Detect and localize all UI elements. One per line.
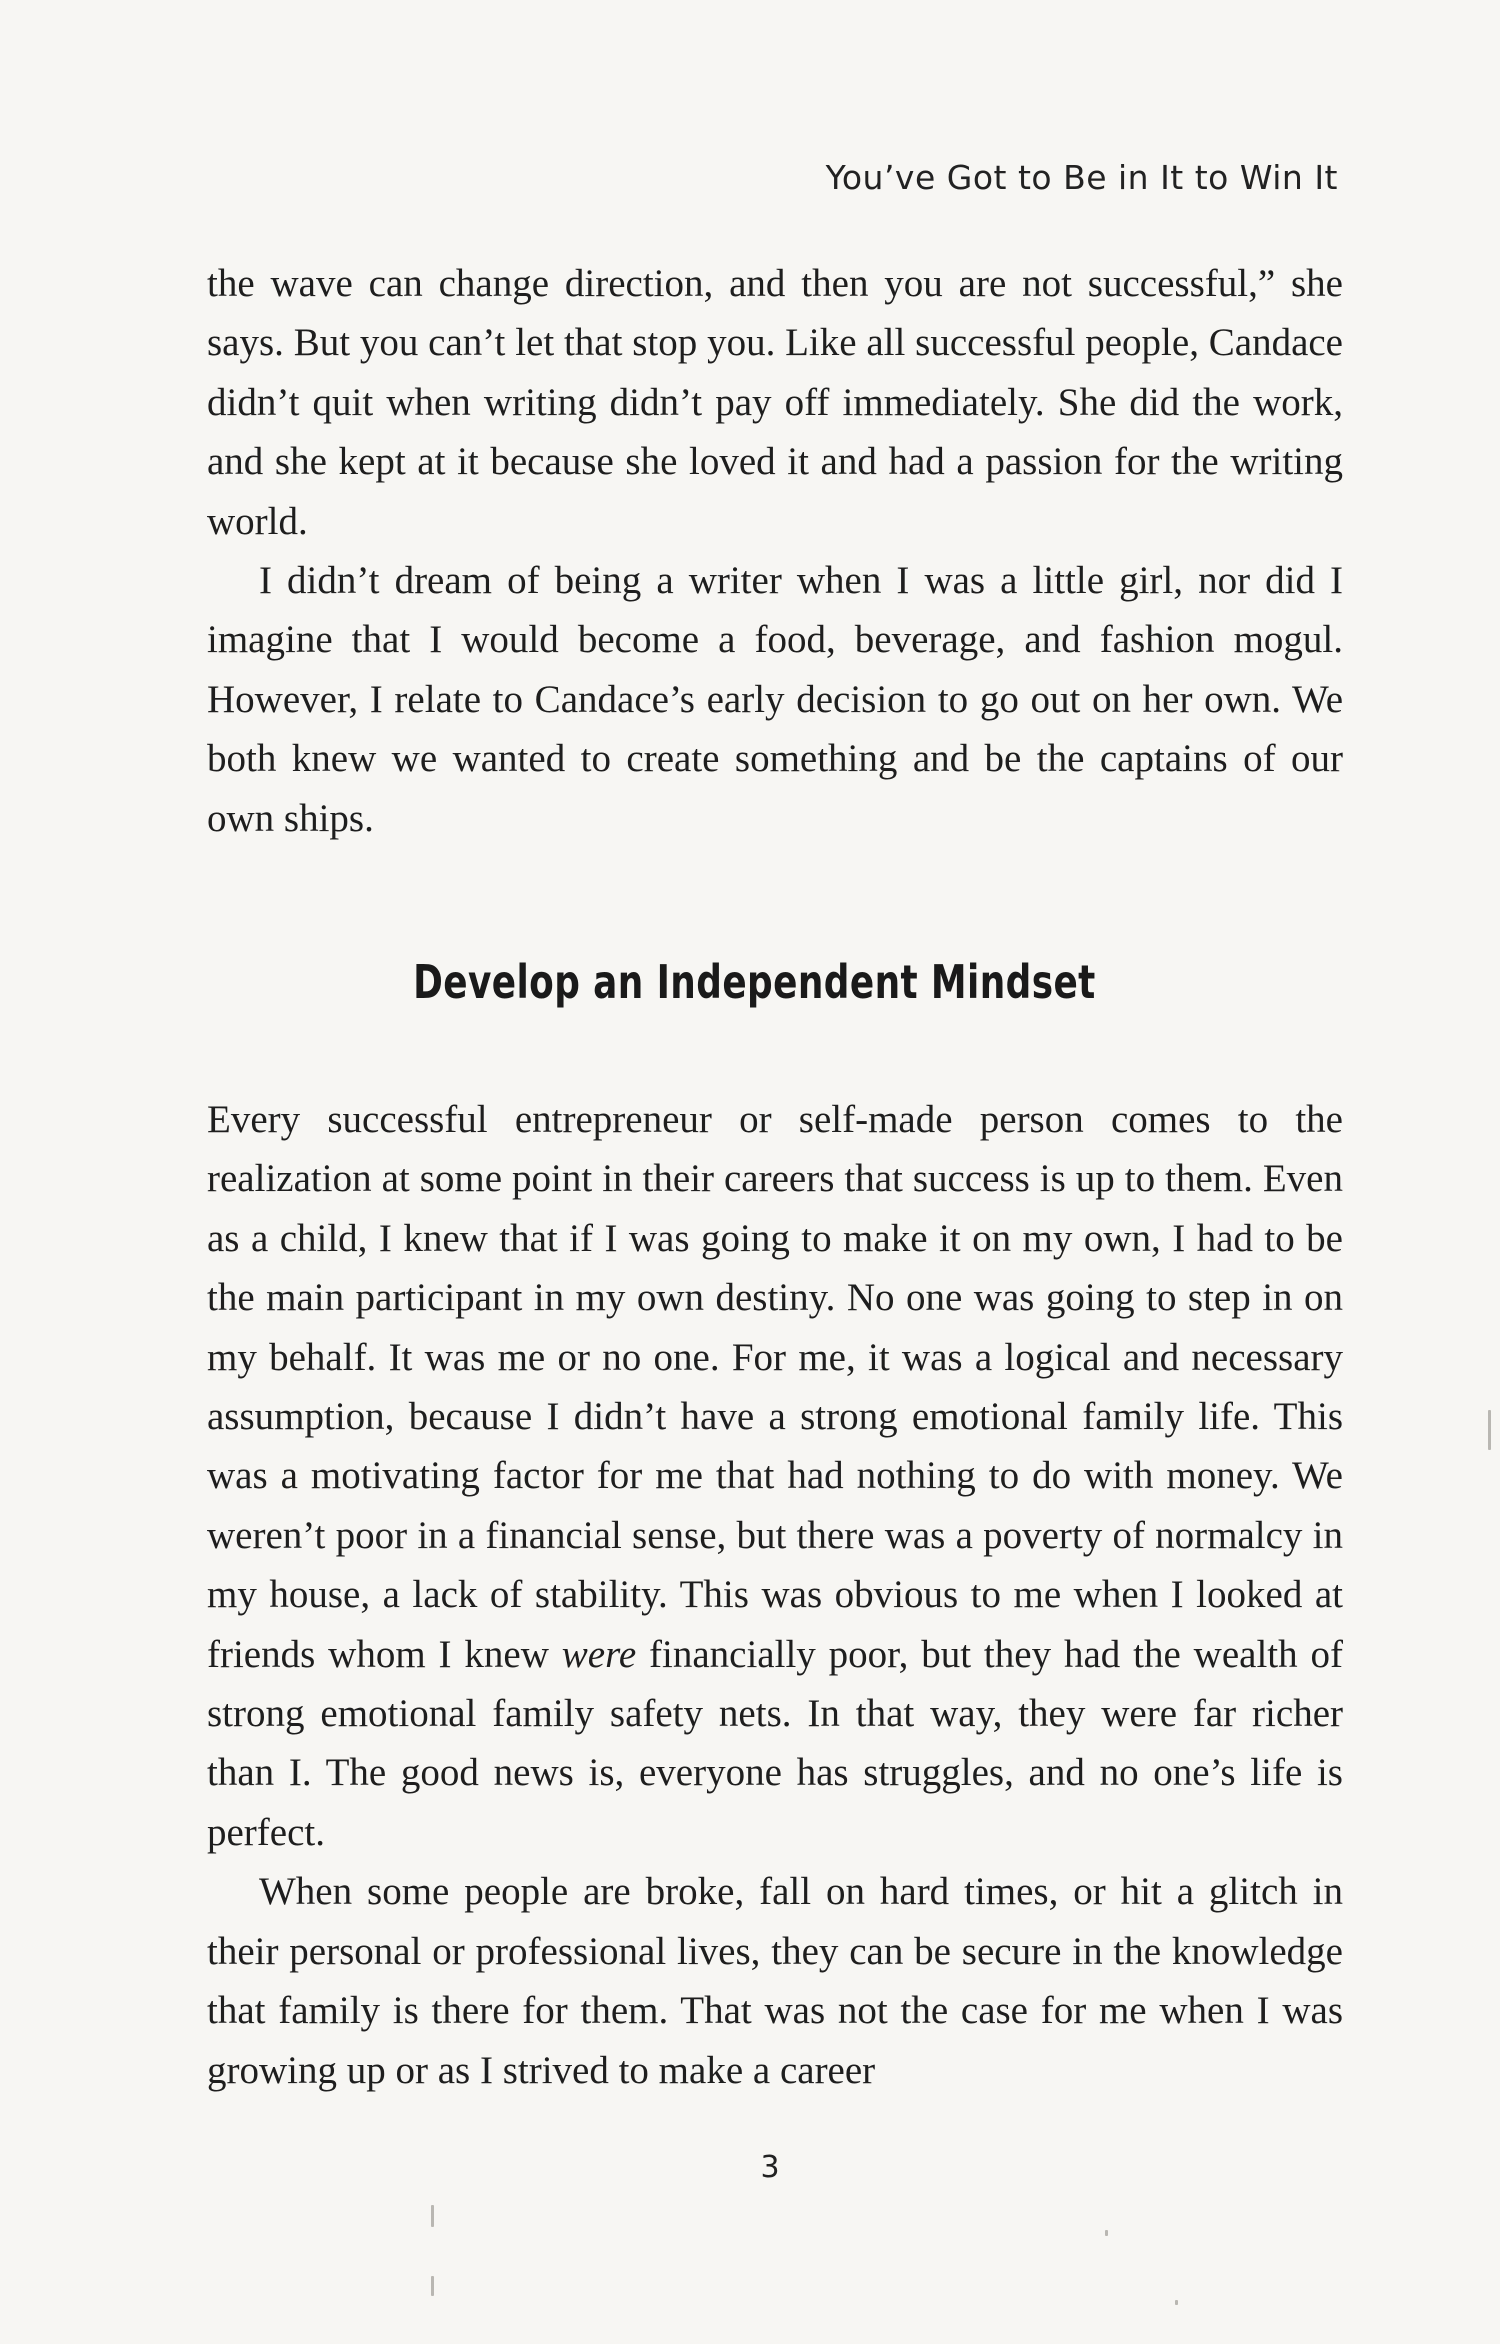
section-heading: Develop an Independent Mindset <box>413 955 1096 1009</box>
scan-speck <box>1488 1410 1491 1450</box>
paragraph: I didn’t dream of being a writer when I was a little girl, nor did I imagine that I would become a food, beverage, and fashion mogul. However, I relate to Candace’s early decision to go out on her own. We both knew we wanted to create something and be the captains of our own ships. <box>207 559 1343 840</box>
paragraph-continuation: the wave can change direction, and then you are not successful,” she says. But you can’t let that stop you. Like all successful people, Candace didn’t quit when writing didn’t pay off immediately. She did the work, and she kept at it because she loved it and had a passion for the writing world. <box>207 262 1343 543</box>
paragraph <box>207 1090 1343 1862</box>
body-text-section <box>207 1090 1343 2100</box>
page-number: 3 <box>760 2150 780 2185</box>
emphasis-text: were <box>561 1632 637 1676</box>
paragraph-text: financially poor, but they had the wealth of strong emotional family safety nets. In that way, they were far richer than I. The good news is, everyone has struggles, and no one’s life is perfect. <box>207 1632 1343 1854</box>
paragraph: When some people are broke, fall on hard times, or hit a glitch in their personal or professional lives, they can be secure in the knowledge that family is there for them. That was not the case for me when I was growing up or as I strived to make a career <box>207 1870 1343 2092</box>
scan-speck <box>431 2205 434 2227</box>
body-text-top <box>207 254 1343 848</box>
paragraph-text: Every successful entrepreneur or self-made person comes to the realization at some point in their careers that success is up to them. Even as a child, I knew that if I was going to make it on my own, I had to be the main participant in my own destiny. No one was going to step in on my behalf. It was me or no one. For me, it was a logical and necessary assumption, because I didn’t have a strong emotional family life. This was a motivating factor for me that had nothing to do with money. We weren’t poor in a financial sense, but there was a poverty of normalcy in my house, a lack of stability. This was obvious to me when I looked at friends whom I knew <box>207 1098 1343 1676</box>
scan-speck <box>431 2276 434 2296</box>
scan-speck <box>1175 2300 1178 2305</box>
scan-speck <box>1105 2230 1108 2236</box>
running-head: You’ve Got to Be in It to Win It <box>825 158 1338 197</box>
